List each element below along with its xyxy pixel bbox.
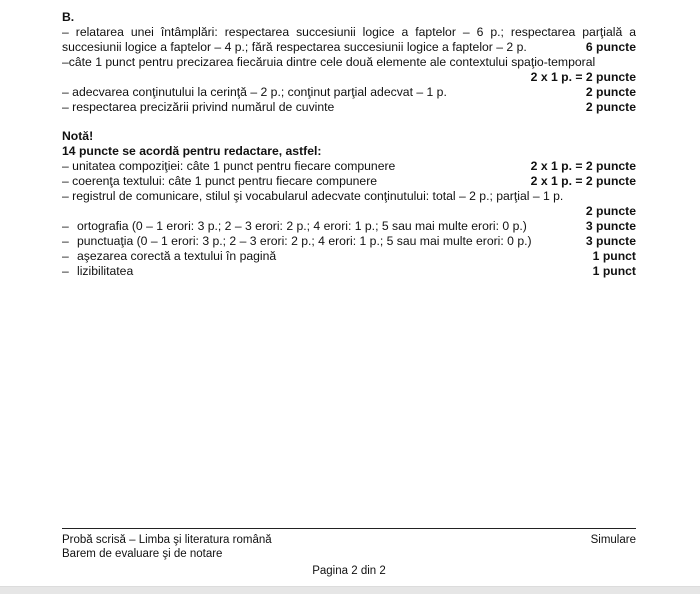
dash-bullet: – bbox=[62, 234, 69, 248]
section-b-item-1-line1: – relatarea unei întâmplări: respectarea succesiunii logice a faptelor – 6 p.; respectarea parţială a bbox=[62, 25, 636, 39]
section-b-item-2-line2 bbox=[62, 70, 636, 85]
dash-bullet: – bbox=[62, 264, 69, 278]
dash-bullet: – bbox=[62, 219, 69, 233]
section-b-heading: B. bbox=[62, 10, 75, 24]
section-b-item-3 bbox=[62, 85, 636, 100]
note-item-text: – registrul de comunicare, stilul şi vocabularul adecvate conţinutului: total – 2 p.; parţial – 1 p. bbox=[62, 189, 564, 203]
footer-line-1 bbox=[62, 533, 636, 547]
note-item-points: 2 puncte bbox=[585, 204, 636, 218]
note-item-text: – unitatea compoziţiei: câte 1 punct pentru fiecare compunere bbox=[62, 159, 396, 173]
footer-line-2 bbox=[62, 547, 636, 561]
section-b-item-2-points: 2 x 1 p. = 2 puncte bbox=[530, 70, 636, 84]
footer-exam-title: Probă scrisă – Limba şi literatura română bbox=[62, 534, 272, 546]
section-b-item-1-points: 6 puncte bbox=[585, 40, 636, 54]
dash-bullet: – bbox=[62, 249, 69, 263]
page-footer bbox=[62, 528, 636, 578]
note-item-points: 3 puncte bbox=[585, 234, 636, 248]
footer-document-type: Barem de evaluare şi de notare bbox=[62, 548, 223, 560]
note-item-register bbox=[62, 189, 636, 204]
footer-simulation-label: Simulare bbox=[590, 534, 636, 546]
section-b-item-4-points: 2 puncte bbox=[585, 100, 636, 114]
section-b-item-4 bbox=[62, 100, 636, 115]
note-item-points: 1 punct bbox=[592, 264, 636, 278]
note-item-text: ortografia (0 – 1 erori: 3 p.; 2 – 3 erori: 2 p.; 4 erori: 1 p.; 5 sau mai multe erori: 0 p.) bbox=[77, 219, 527, 233]
note-item-unity bbox=[62, 159, 636, 174]
note-item-points: 1 punct bbox=[592, 249, 636, 263]
note-item-points: 2 x 1 p. = 2 puncte bbox=[530, 174, 636, 188]
note-item-text: – coerenţa textului: câte 1 punct pentru fiecare compunere bbox=[62, 174, 378, 188]
page-number: Pagina 2 din 2 bbox=[312, 565, 386, 577]
note-item-legibility bbox=[62, 264, 636, 279]
section-b-item-4-text: – respectarea precizării privind numărul de cuvinte bbox=[62, 100, 335, 114]
page-content bbox=[62, 10, 636, 279]
section-b-item-1-line2 bbox=[62, 40, 636, 55]
section-b-item-3-points: 2 puncte bbox=[585, 85, 636, 99]
note-item-points: 3 puncte bbox=[585, 219, 636, 233]
note-item-text: aşezarea corectă a textului în pagină bbox=[77, 249, 277, 263]
note-item-spelling bbox=[62, 219, 636, 234]
section-b-item-1-text: succesiunii logice a faptelor – 4 p.; fără respectarea succesiunii logice a faptelor – 2 p. bbox=[62, 40, 527, 54]
spacer bbox=[62, 115, 636, 129]
section-b-item-2-line1: –câte 1 punct pentru precizarea fiecăruia dintre cele două elemente ale contextului spaţio-temporal bbox=[62, 55, 596, 69]
note-heading: Notă! bbox=[62, 129, 94, 143]
note-item-punctuation bbox=[62, 234, 636, 249]
note-item-text: punctuaţia (0 – 1 erori: 3 p.; 2 – 3 erori: 2 p.; 4 erori: 1 p.; 5 sau mai multe erori: 0 p.) bbox=[77, 234, 532, 248]
note-item-coherence bbox=[62, 174, 636, 189]
note-item-register-points-line bbox=[62, 204, 636, 219]
note-item-points: 2 x 1 p. = 2 puncte bbox=[530, 159, 636, 173]
note-item-text: lizibilitatea bbox=[77, 264, 134, 278]
note-subheading: 14 puncte se acordă pentru redactare, astfel: bbox=[62, 144, 322, 158]
section-b-item-3-text: – adecvarea conţinutului la cerinţă – 2 p.; conţinut parţial adecvat – 1 p. bbox=[62, 85, 447, 99]
note-item-layout bbox=[62, 249, 636, 264]
